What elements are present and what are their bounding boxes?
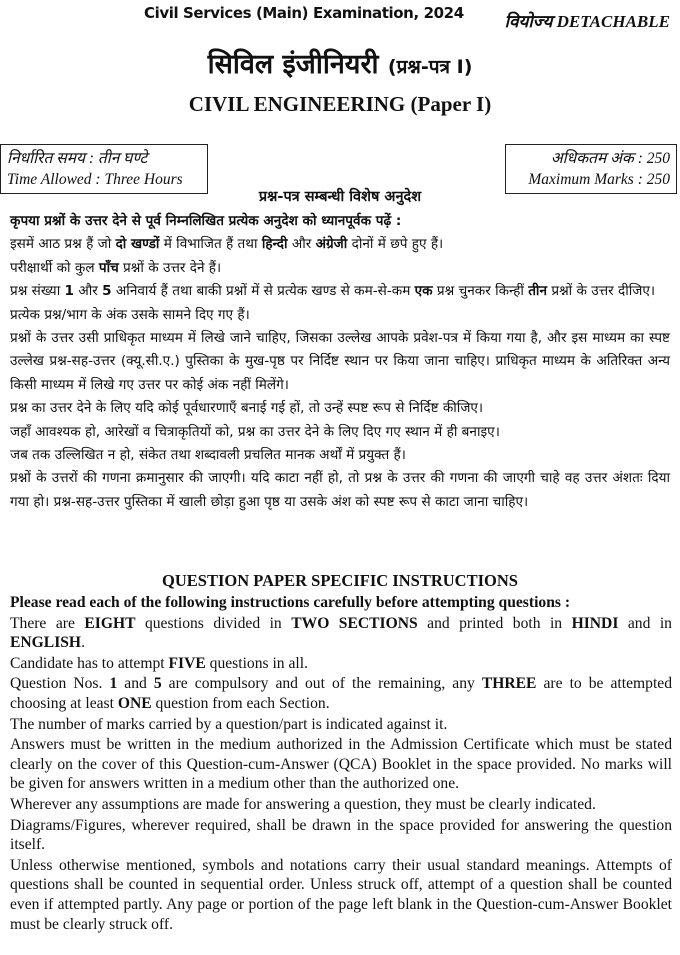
exam-header <box>0 0 680 30</box>
detachable-label: वियोज्य DETACHABLE <box>504 12 670 31</box>
maximum-marks-hindi: अधिकतम अंक : 250 <box>550 150 670 167</box>
english-instruction-1: There are EIGHT questions divided in TWO SECTIONS and printed both in HINDI and in ENGLISH. <box>10 614 672 652</box>
english-instructions-heading: QUESTION PAPER SPECIFIC INSTRUCTIONS <box>162 571 518 590</box>
maximum-marks-english: Maximum Marks : 250 <box>528 171 670 188</box>
hindi-instruction-7: जहाँ आवश्यक हो, आरेखों व चित्राकृतियों को, प्रश्न का उत्तर देने के लिए दिए गए स्थान में ही बनाइए। <box>10 423 500 440</box>
english-instruction-8: Unless otherwise mentioned, symbols and notations carry their usual standard meanings. Attempts of questions shall be counted in sequential order. Unless struck off, attempt of a question shall be counted even if attempted partly. Any page or portion of the page left blank in the Question-cum-Answer Booklet must be clearly struck off. <box>10 856 672 933</box>
hindi-instructions <box>10 210 670 514</box>
english-instruction-3: Question Nos. 1 and 5 are compulsory and out of the remaining, any THREE are to be attempted choosing at least ONE question from each Section. <box>10 675 672 712</box>
paper-title-english: CIVIL ENGINEERING (Paper I) <box>188 92 492 116</box>
english-instruction-7: Diagrams/Figures, wherever required, shall be drawn in the space provided for answering the question itself. <box>10 816 672 854</box>
english-instruction-6: Wherever any assumptions are made for answering a question, they must be clearly indicated. <box>10 795 596 813</box>
paper-title-hindi-sub: (प्रश्न-पत्र I) <box>387 56 473 78</box>
hindi-instruction-9: प्रश्नों के उत्तरों की गणना क्रमानुसार की जाएगी। यदि काटा नहीं हो, तो प्रश्न के उत्तर की गणना की जाएगी चाहे वह उत्तर अंशतः दिया गया हो। प्रश्न-सह-उत्तर पुस्तिका में खाली छोड़ा हुआ पृष्ठ या उसके अंश को स्पष्ट रूप से काटा जाना चाहिए। <box>10 470 670 510</box>
exam-name: Civil Services (Main) Examination, 2024 <box>144 4 464 22</box>
hindi-instruction-4: प्रत्येक प्रश्न/भाग के अंक उसके सामने दिए गए हैं। <box>10 306 250 323</box>
hindi-instruction-8: जब तक उल्लिखित न हो, संकेत तथा शब्दावली प्रचलित मानक अर्थों में प्रयुक्त हैं। <box>10 447 406 464</box>
time-allowed-hindi: निर्धारित समय : तीन घण्टे <box>7 150 148 167</box>
english-instruction-2: Candidate has to attempt FIVE questions in all. <box>10 654 308 672</box>
hindi-instruction-6: प्रश्न का उत्तर देने के लिए यदि कोई पूर्वधारणाएँ बनाई गई हों, तो उन्हें स्पष्ट रूप से निर्दिष्ट कीजिए। <box>10 400 484 417</box>
hindi-instruction-1: इसमें आठ प्रश्न हैं जो दो खण्डों में विभाजित हैं तथा हिन्दी और अंग्रेजी दोनों में छपे हुए हैं। <box>10 236 444 253</box>
english-instruction-lead: Please read each of the following instructions carefully before attempting questions : <box>10 594 571 611</box>
hindi-instruction-5: प्रश्नों के उत्तर उसी प्राधिकृत माध्यम में लिखे जाने चाहिए, जिसका उल्लेख आपके प्रवेश-पत्र में किया गया है, और इस माध्यम का स्पष्ट उल्लेख प्रश्न-सह-उत्तर (क्यू.सी.ए.) पुस्तिका के मुख-पृष्ठ पर निर्दिष्ट स्थान पर किया जाना चाहिए। प्राधिकृत माध्यम के अतिरिक्त अन्य किसी माध्यम में लिखे गए उत्तर पर कोई अंक नहीं मिलेंगे। <box>10 330 670 393</box>
time-allowed-english: Time Allowed : Three Hours <box>7 171 183 188</box>
english-instructions <box>10 593 672 934</box>
hindi-instruction-3: प्रश्न संख्या 1 और 5 अनिवार्य हैं तथा बाकी प्रश्नों में से प्रत्येक खण्ड से कम-से-कम एक प्रश्न चुनकर किन्हीं तीन प्रश्नों के उत्तर दीजिए। <box>10 283 656 300</box>
paper-title-hindi-main: सिविल इंजीनियरी <box>207 49 379 80</box>
hindi-instruction-2: परीक्षार्थी को कुल पाँच प्रश्नों के उत्तर देने हैं। <box>10 259 222 276</box>
paper-title-hindi <box>0 44 680 81</box>
hindi-instruction-lead: कृपया प्रश्नों के उत्तर देने से पूर्व निम्नलिखित प्रत्येक अनुदेश को ध्यानपूर्वक पढ़ें : <box>10 213 402 229</box>
english-instruction-4: The number of marks carried by a question/part is indicated against it. <box>10 715 448 733</box>
english-instruction-5: Answers must be written in the medium authorized in the Admission Certificate which must be stated clearly on the cover of this Question-cum-Answer (QCA) Booklet in the space provided. No marks will be given for answers written in a medium other than the authorized one. <box>10 736 672 793</box>
hindi-instructions-heading: प्रश्न-पत्र सम्बन्धी विशेष अनुदेश <box>258 189 422 205</box>
